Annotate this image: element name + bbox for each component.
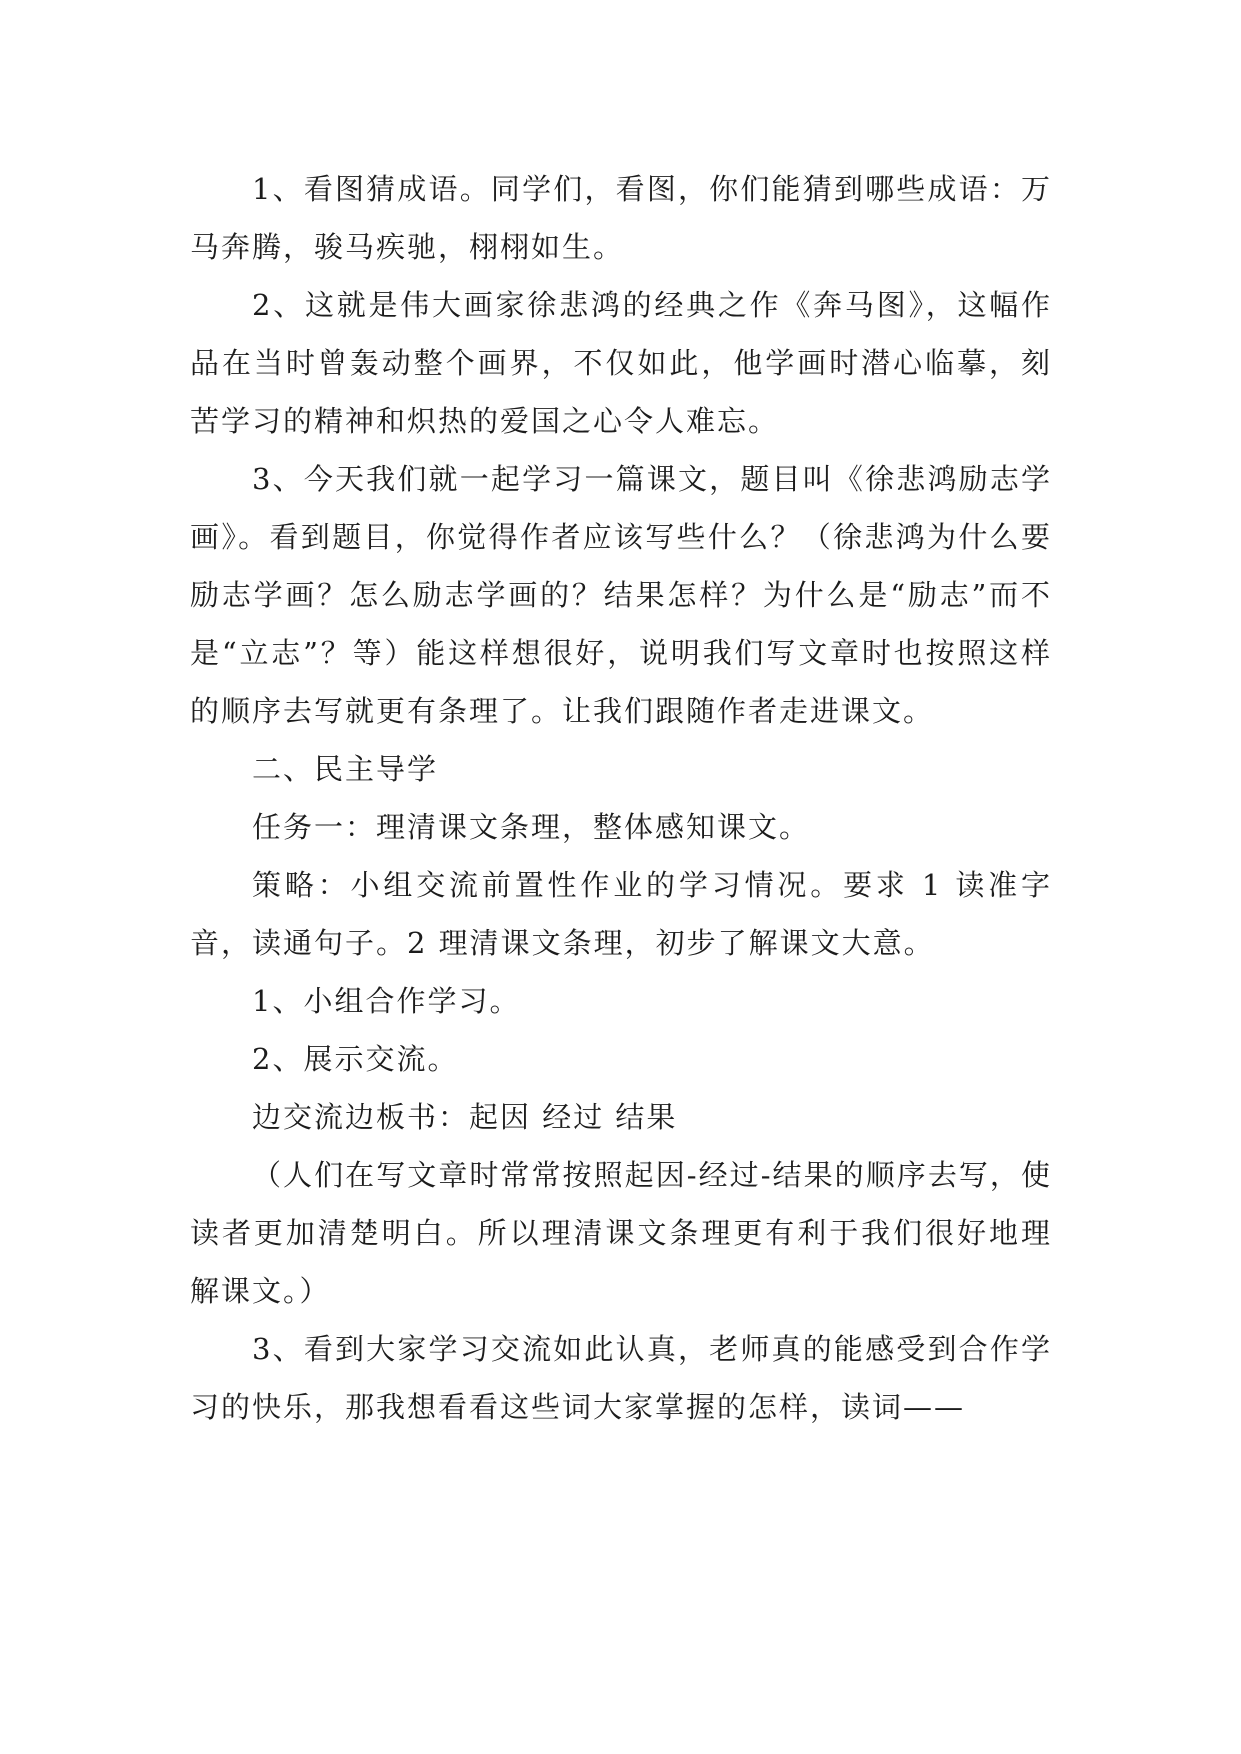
- paragraph-group-study: 1、小组合作学习。: [252, 984, 521, 1018]
- document-body: [190, 160, 1052, 1436]
- paragraph-presentation: 2、展示交流。: [252, 1042, 459, 1076]
- paragraph-read-words: 3、看到大家学习交流如此认真，老师真的能感受到合作学习的快乐，那我想看看这些词大家掌握的怎样，读词——: [190, 1332, 1052, 1424]
- section-heading-democratic-learning: 二、民主导学: [252, 752, 439, 786]
- paragraph-blackboard: 边交流边板书：起因 经过 结果: [252, 1100, 678, 1134]
- paragraph-structure-note: （人们在写文章时常常按照起因-经过-结果的顺序去写，使读者更加清楚明白。所以理清课文条理更有利于我们很好地理解课文。）: [190, 1158, 1052, 1308]
- paragraph-guess-idioms: 1、看图猜成语。同学们，看图，你们能猜到哪些成语：万马奔腾，骏马疾驰，栩栩如生。: [190, 172, 1052, 264]
- paragraph-task-one: 任务一：理清课文条理，整体感知课文。: [252, 810, 811, 844]
- paragraph-lesson-title: 3、今天我们就一起学习一篇课文，题目叫《徐悲鸿励志学画》。看到题目，你觉得作者应该写些什么？（徐悲鸿为什么要励志学画？怎么励志学画的？结果怎样？为什么是“励志”而不是“立志”？等）能这样想很好，说明我们写文章时也按照这样的顺序去写就更有条理了。让我们跟随作者走进课文。: [190, 462, 1052, 728]
- paragraph-strategy: 策略：小组交流前置性作业的学习情况。要求 1 读准字音，读通句子。2 理清课文条理，初步了解课文大意。: [190, 868, 1052, 960]
- paragraph-running-horses-painting: 2、这就是伟大画家徐悲鸿的经典之作《奔马图》，这幅作品在当时曾轰动整个画界，不仅如此，他学画时潜心临摹，刻苦学习的精神和炽热的爱国之心令人难忘。: [190, 288, 1052, 438]
